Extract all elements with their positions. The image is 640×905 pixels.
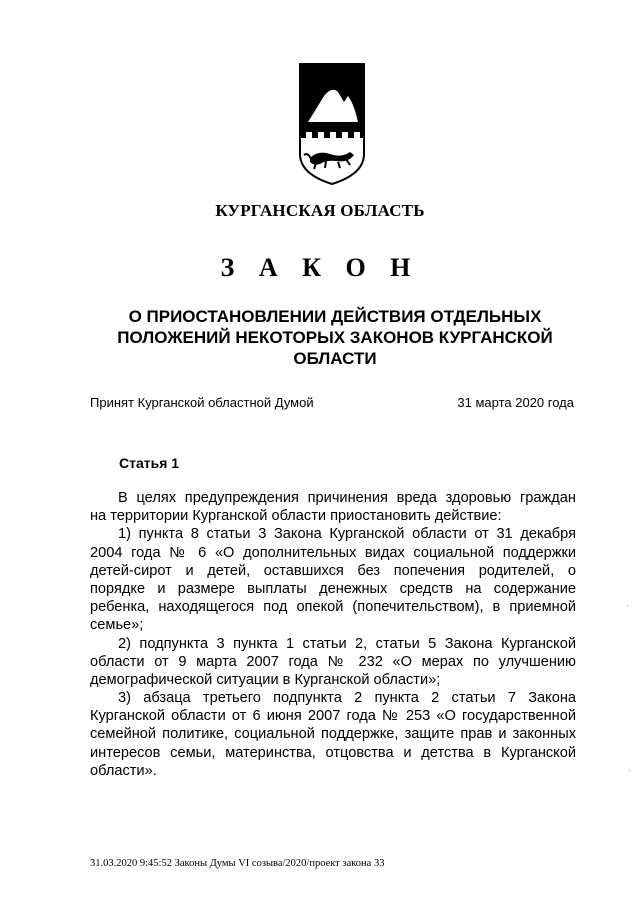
article-line: демографической ситуации в Курганской области»;	[90, 671, 441, 688]
document-type: З А К О Н	[220, 253, 420, 282]
article-body	[90, 489, 576, 780]
law-title-line: ОБЛАСТИ	[293, 349, 377, 368]
scan-artifact: ·	[626, 600, 629, 610]
article-line: семейной политике, социальной поддержке, защите прав и законных	[90, 726, 576, 743]
article-line: 2) подпункта 3 пункта 1 статьи 2, статьи 5 Закона Курганской	[118, 635, 576, 652]
article-line: семье»;	[90, 617, 144, 634]
law-title	[100, 306, 570, 369]
article-line: на территории Курганской области приостановить действие:	[90, 508, 502, 525]
kurgan-coat-of-arms-icon	[298, 62, 366, 186]
adopted-by: Принят Курганской областной Думой	[90, 395, 314, 410]
document-footer: 31.03.2020 9:45:52 Законы Думы VI созыва/2020/проект закона 33	[90, 858, 385, 869]
region-name: КУРГАНСКАЯ ОБЛАСТЬ	[215, 201, 425, 220]
article-line: ребенка, находящегося под опекой (попечительством), в приемной	[90, 599, 576, 616]
article-line: 2004 года № 6 «О дополнительных видах социальной поддержки	[90, 544, 576, 561]
article-line: детей-сирот и детей, оставшихся без попечения родителей, о	[90, 562, 576, 579]
law-title-line: ПОЛОЖЕНИЙ НЕКОТОРЫХ ЗАКОНОВ КУРГАНСКОЙ	[117, 328, 553, 347]
article-line: В целях предупреждения причинения вреда здоровью граждан	[118, 490, 576, 506]
article-line: 1) пункта 8 статьи 3 Закона Курганской области от 31 декабря	[118, 526, 576, 543]
article-line: области от 9 марта 2007 года № 232 «О мерах по улучшению	[90, 653, 576, 670]
article-line: интересов семьи, материнства, отцовства и детства в Курганской	[90, 744, 576, 761]
article-line: Курганской области от 6 июня 2007 года № 253 «О государственной	[90, 708, 576, 725]
article-line: порядке и размере выплаты денежных средств на содержание	[90, 580, 576, 597]
scan-artifact: ·	[628, 765, 631, 775]
article-line: 3) абзаца третьего подпункта 2 пункта 2 статьи 7 Закона	[118, 690, 576, 707]
adoption-date: 31 марта 2020 года	[457, 395, 574, 410]
article-heading: Статья 1	[119, 455, 180, 471]
article-line: области».	[90, 762, 157, 779]
law-title-line: О ПРИОСТАНОВЛЕНИИ ДЕЙСТВИЯ ОТДЕЛЬНЫХ	[128, 307, 542, 326]
